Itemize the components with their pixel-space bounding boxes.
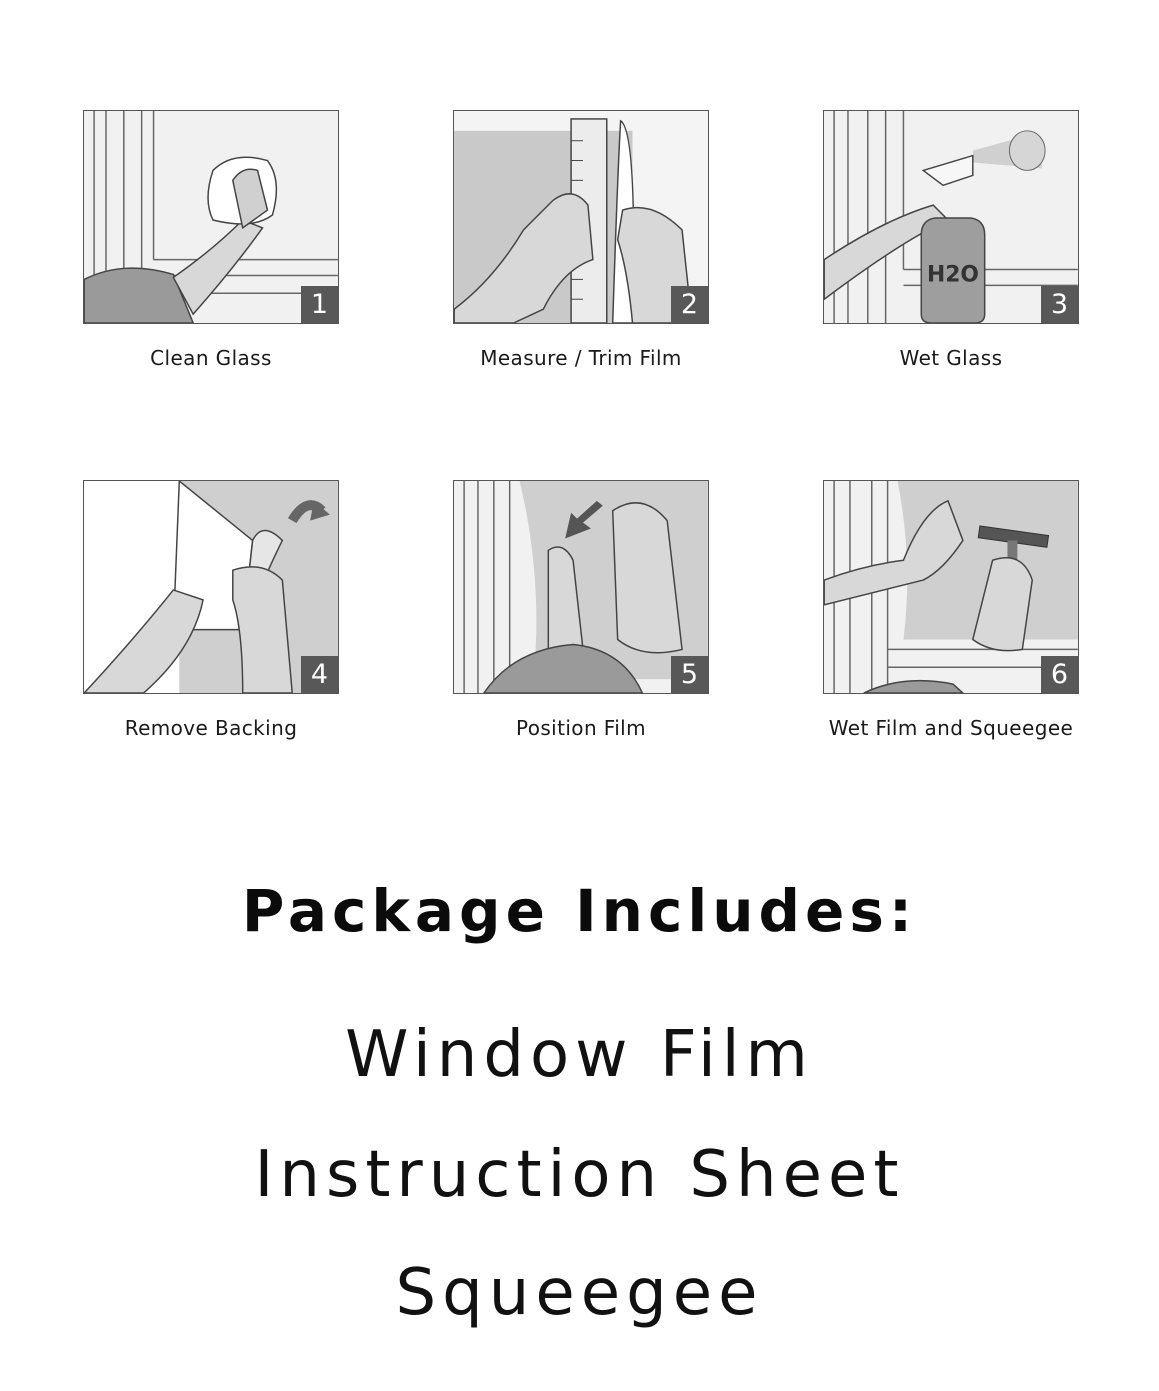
package-item-window-film: Window Film	[345, 1018, 814, 1092]
step-4-caption: Remove Backing	[124, 716, 298, 740]
step-1-caption: Clean Glass	[150, 346, 272, 370]
step-4-illustration	[83, 480, 339, 694]
step-3-number: 3	[1041, 286, 1078, 323]
position-film-icon	[454, 481, 708, 693]
package-item-instruction-sheet: Instruction Sheet	[254, 1138, 905, 1212]
step-1-number: 1	[301, 286, 338, 323]
step-6-caption: Wet Film and Squeegee	[828, 716, 1074, 740]
clean-glass-icon	[84, 111, 338, 323]
squeegee-icon	[824, 481, 1078, 693]
svg-text:H2O: H2O	[927, 262, 979, 288]
step-1-illustration	[83, 110, 339, 324]
step-5-caption: Position Film	[515, 716, 647, 740]
remove-backing-icon	[84, 481, 338, 693]
package-item-squeegee: Squeegee	[395, 1256, 764, 1330]
wet-glass-icon	[824, 111, 1078, 323]
measure-trim-icon	[454, 111, 708, 323]
package-title: Package Includes:	[241, 877, 918, 945]
step-5-number: 5	[671, 656, 708, 693]
step-3-caption: Wet Glass	[899, 346, 1003, 370]
step-6-illustration	[823, 480, 1079, 694]
step-4-number: 4	[301, 656, 338, 693]
step-3-illustration	[823, 110, 1079, 324]
step-5-illustration	[453, 480, 709, 694]
step-2-illustration	[453, 110, 709, 324]
step-2-caption: Measure / Trim Film	[480, 346, 682, 370]
step-6-number: 6	[1041, 656, 1078, 693]
step-2-number: 2	[671, 286, 708, 323]
